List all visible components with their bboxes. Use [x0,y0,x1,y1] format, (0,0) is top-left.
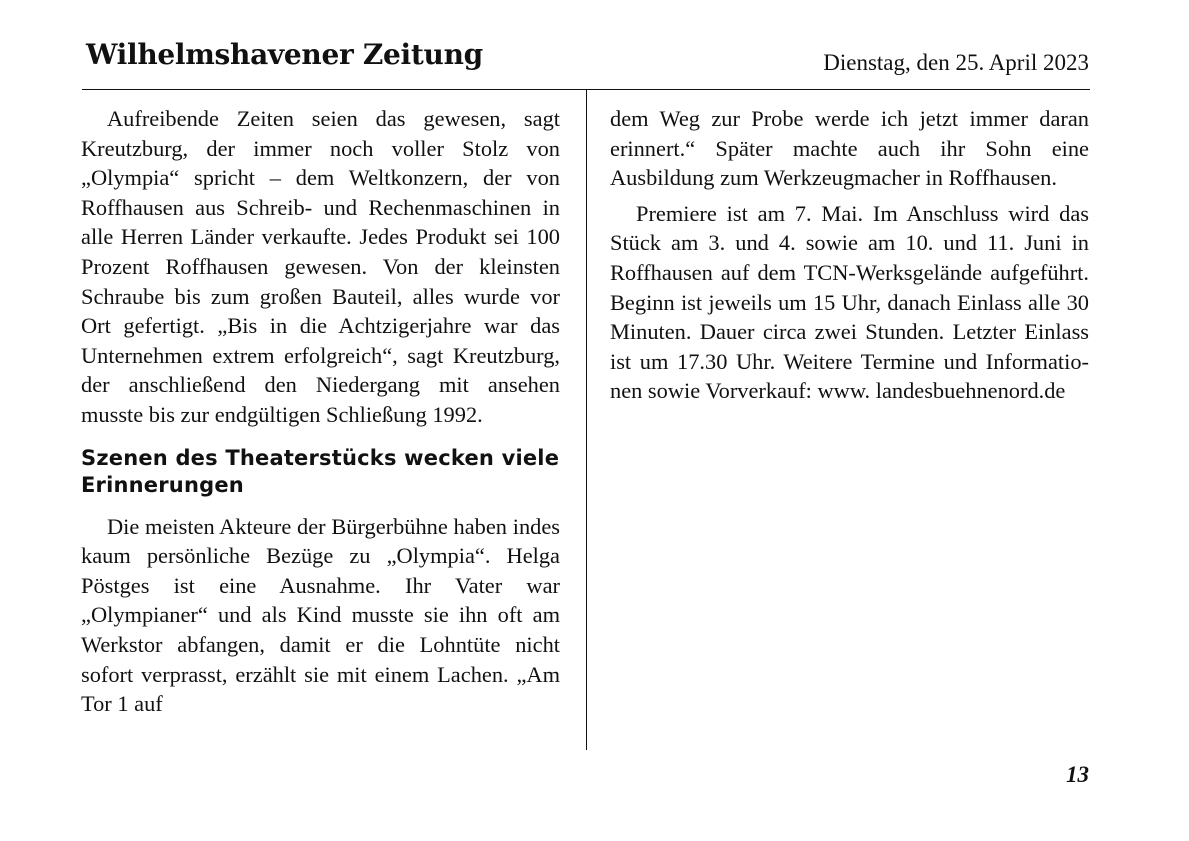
article-paragraph: Die meisten Akteure der Bürgerbühne haben indes kaum persönliche Bezüge zu „Olympia“. Helga Pöstges ist eine Ausnahme. Ihr Vater war „Olympianer“ und als Kind musste sie ihn oft am Werkstor abfangen, damit er die Lohntüte nicht sofort verprasst, erzählt sie mit einem Lachen. „Am Tor 1 auf [81,513,560,717]
newspaper-masthead: Wilhelmshavener Zeitung [86,38,483,71]
issue-date: Dienstag, den 25. April 2023 [823,50,1089,75]
left-column [81,104,560,719]
page-number: 13 [1066,762,1089,787]
right-column [610,104,1089,406]
article-subheading: Szenen des Theaterstücks wecken viele Erinnerungen [81,445,560,497]
column-divider [586,90,587,750]
article-paragraph-continued: dem Weg zur Probe werde ich jetzt immer daran erinnert.“ Später machte auch ihr Sohn eine Ausbildung zum Werkzeugmacher in Roffhausen. [610,106,1089,191]
article-paragraph: Aufreibende Zeiten seien das gewesen, sagt Kreutzburg, der immer noch voller Stolz von „Olympia“ spricht – dem Weltkonzern, der von Roffhausen aus Schreib- und Rechenmaschinen in alle Herren Länder verkaufte. Jedes Produkt sei 100 Prozent Roffhausen gewesen. Von der kleinsten Schraube bis zum großen Bauteil, alles wurde vor Ort gefertigt. „Bis in die Achtzigerjahre war das Unternehmen extrem erfolgreich“, sagt Kreutzburg, der anschließend den Niedergang mit ansehen musste bis zur endgültigen Schließung 1992. [81,106,560,427]
article-paragraph: Premiere ist am 7. Mai. Im Anschluss wird das Stück am 3. und 4. sowie am 10. und 11. Juni in Roffhausen auf dem TCN-Werksgelände aufgeführt. Beginn ist jeweils um 15 Uhr, danach Einlass alle 30 Minuten. Dauer circa zwei Stunden. Letzter Einlass ist um 17.30 Uhr. Weitere Termine und Informationen sowie Vorverkauf: www. landesbuehnenord.de [610,200,1089,404]
